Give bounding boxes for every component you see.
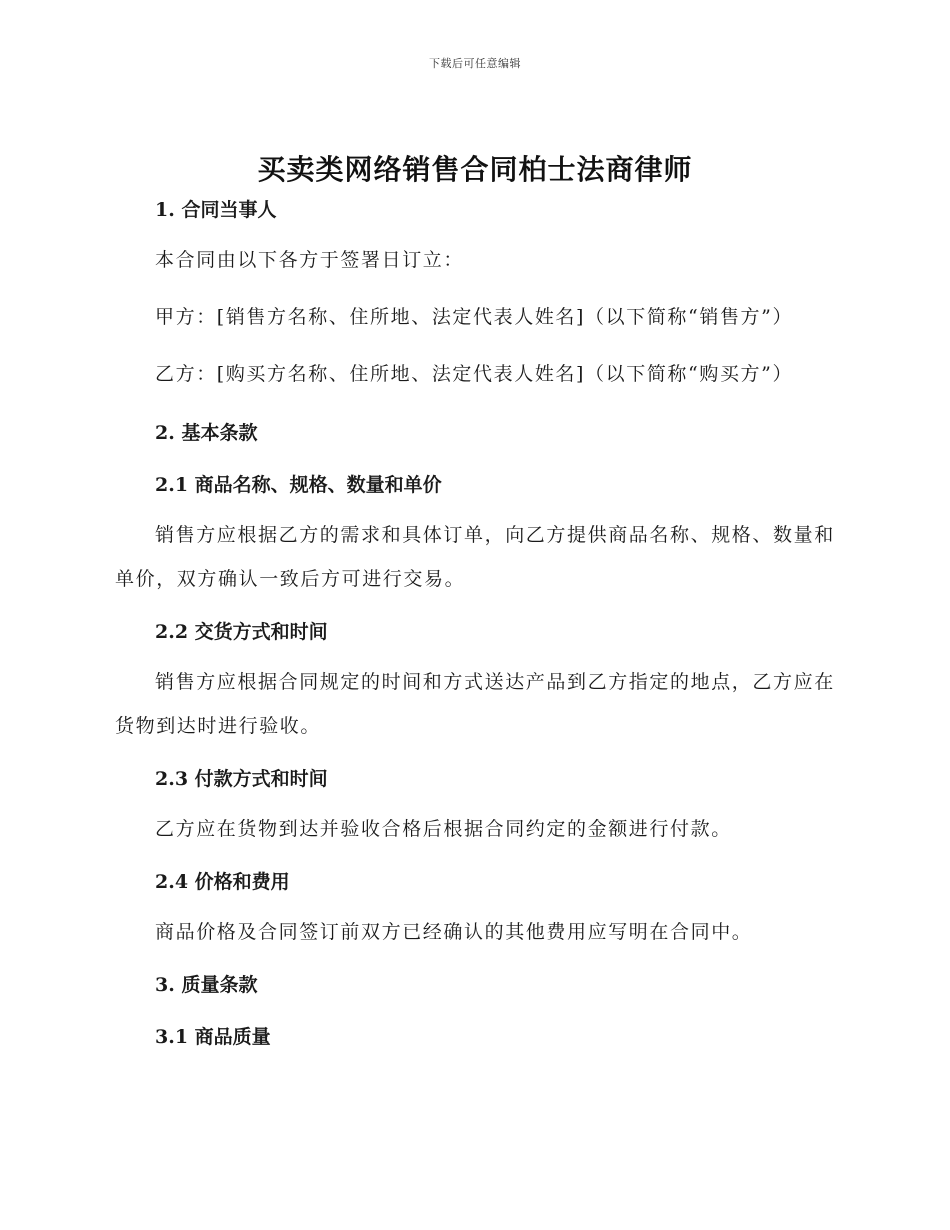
section-2-2-text: 销售方应根据合同规定的时间和方式送达产品到乙方指定的地点，乙方应在货物到达时进行验收。 [115, 671, 835, 737]
section-2-1-heading: 2.1 商品名称、规格、数量和单价 [155, 474, 442, 496]
section-2-3-heading: 2.3 付款方式和时间 [155, 768, 328, 790]
section-3-1-heading: 3.1 商品质量 [155, 1026, 271, 1048]
section-2-heading: 2. 基本条款 [155, 422, 258, 444]
header-note: 下载后可任意编辑 [429, 57, 521, 70]
document-title: 买卖类网络销售合同柏士法商律师 [257, 153, 693, 186]
section-2-4-heading: 2.4 价格和费用 [155, 871, 290, 893]
party-a-paragraph: 甲方：[销售方名称、住所地、法定代表人姓名]（以下简称“销售方”） [155, 306, 794, 328]
section-2-1-text: 销售方应根据乙方的需求和具体订单，向乙方提供商品名称、规格、数量和单价，双方确认一致后方可进行交易。 [115, 524, 835, 590]
section-3-heading: 3. 质量条款 [155, 974, 258, 996]
section-1-intro: 本合同由以下各方于签署日订立： [155, 249, 465, 271]
section-1-heading: 1. 合同当事人 [155, 199, 277, 221]
section-2-4-text: 商品价格及合同签订前双方已经确认的其他费用应写明在合同中。 [155, 921, 753, 943]
party-b-paragraph: 乙方：[购买方名称、住所地、法定代表人姓名]（以下简称“购买方”） [155, 363, 794, 385]
section-2-2-heading: 2.2 交货方式和时间 [155, 621, 328, 643]
section-2-3-text: 乙方应在货物到达并验收合格后根据合同约定的金额进行付款。 [155, 818, 732, 840]
document-body [115, 195, 835, 1052]
